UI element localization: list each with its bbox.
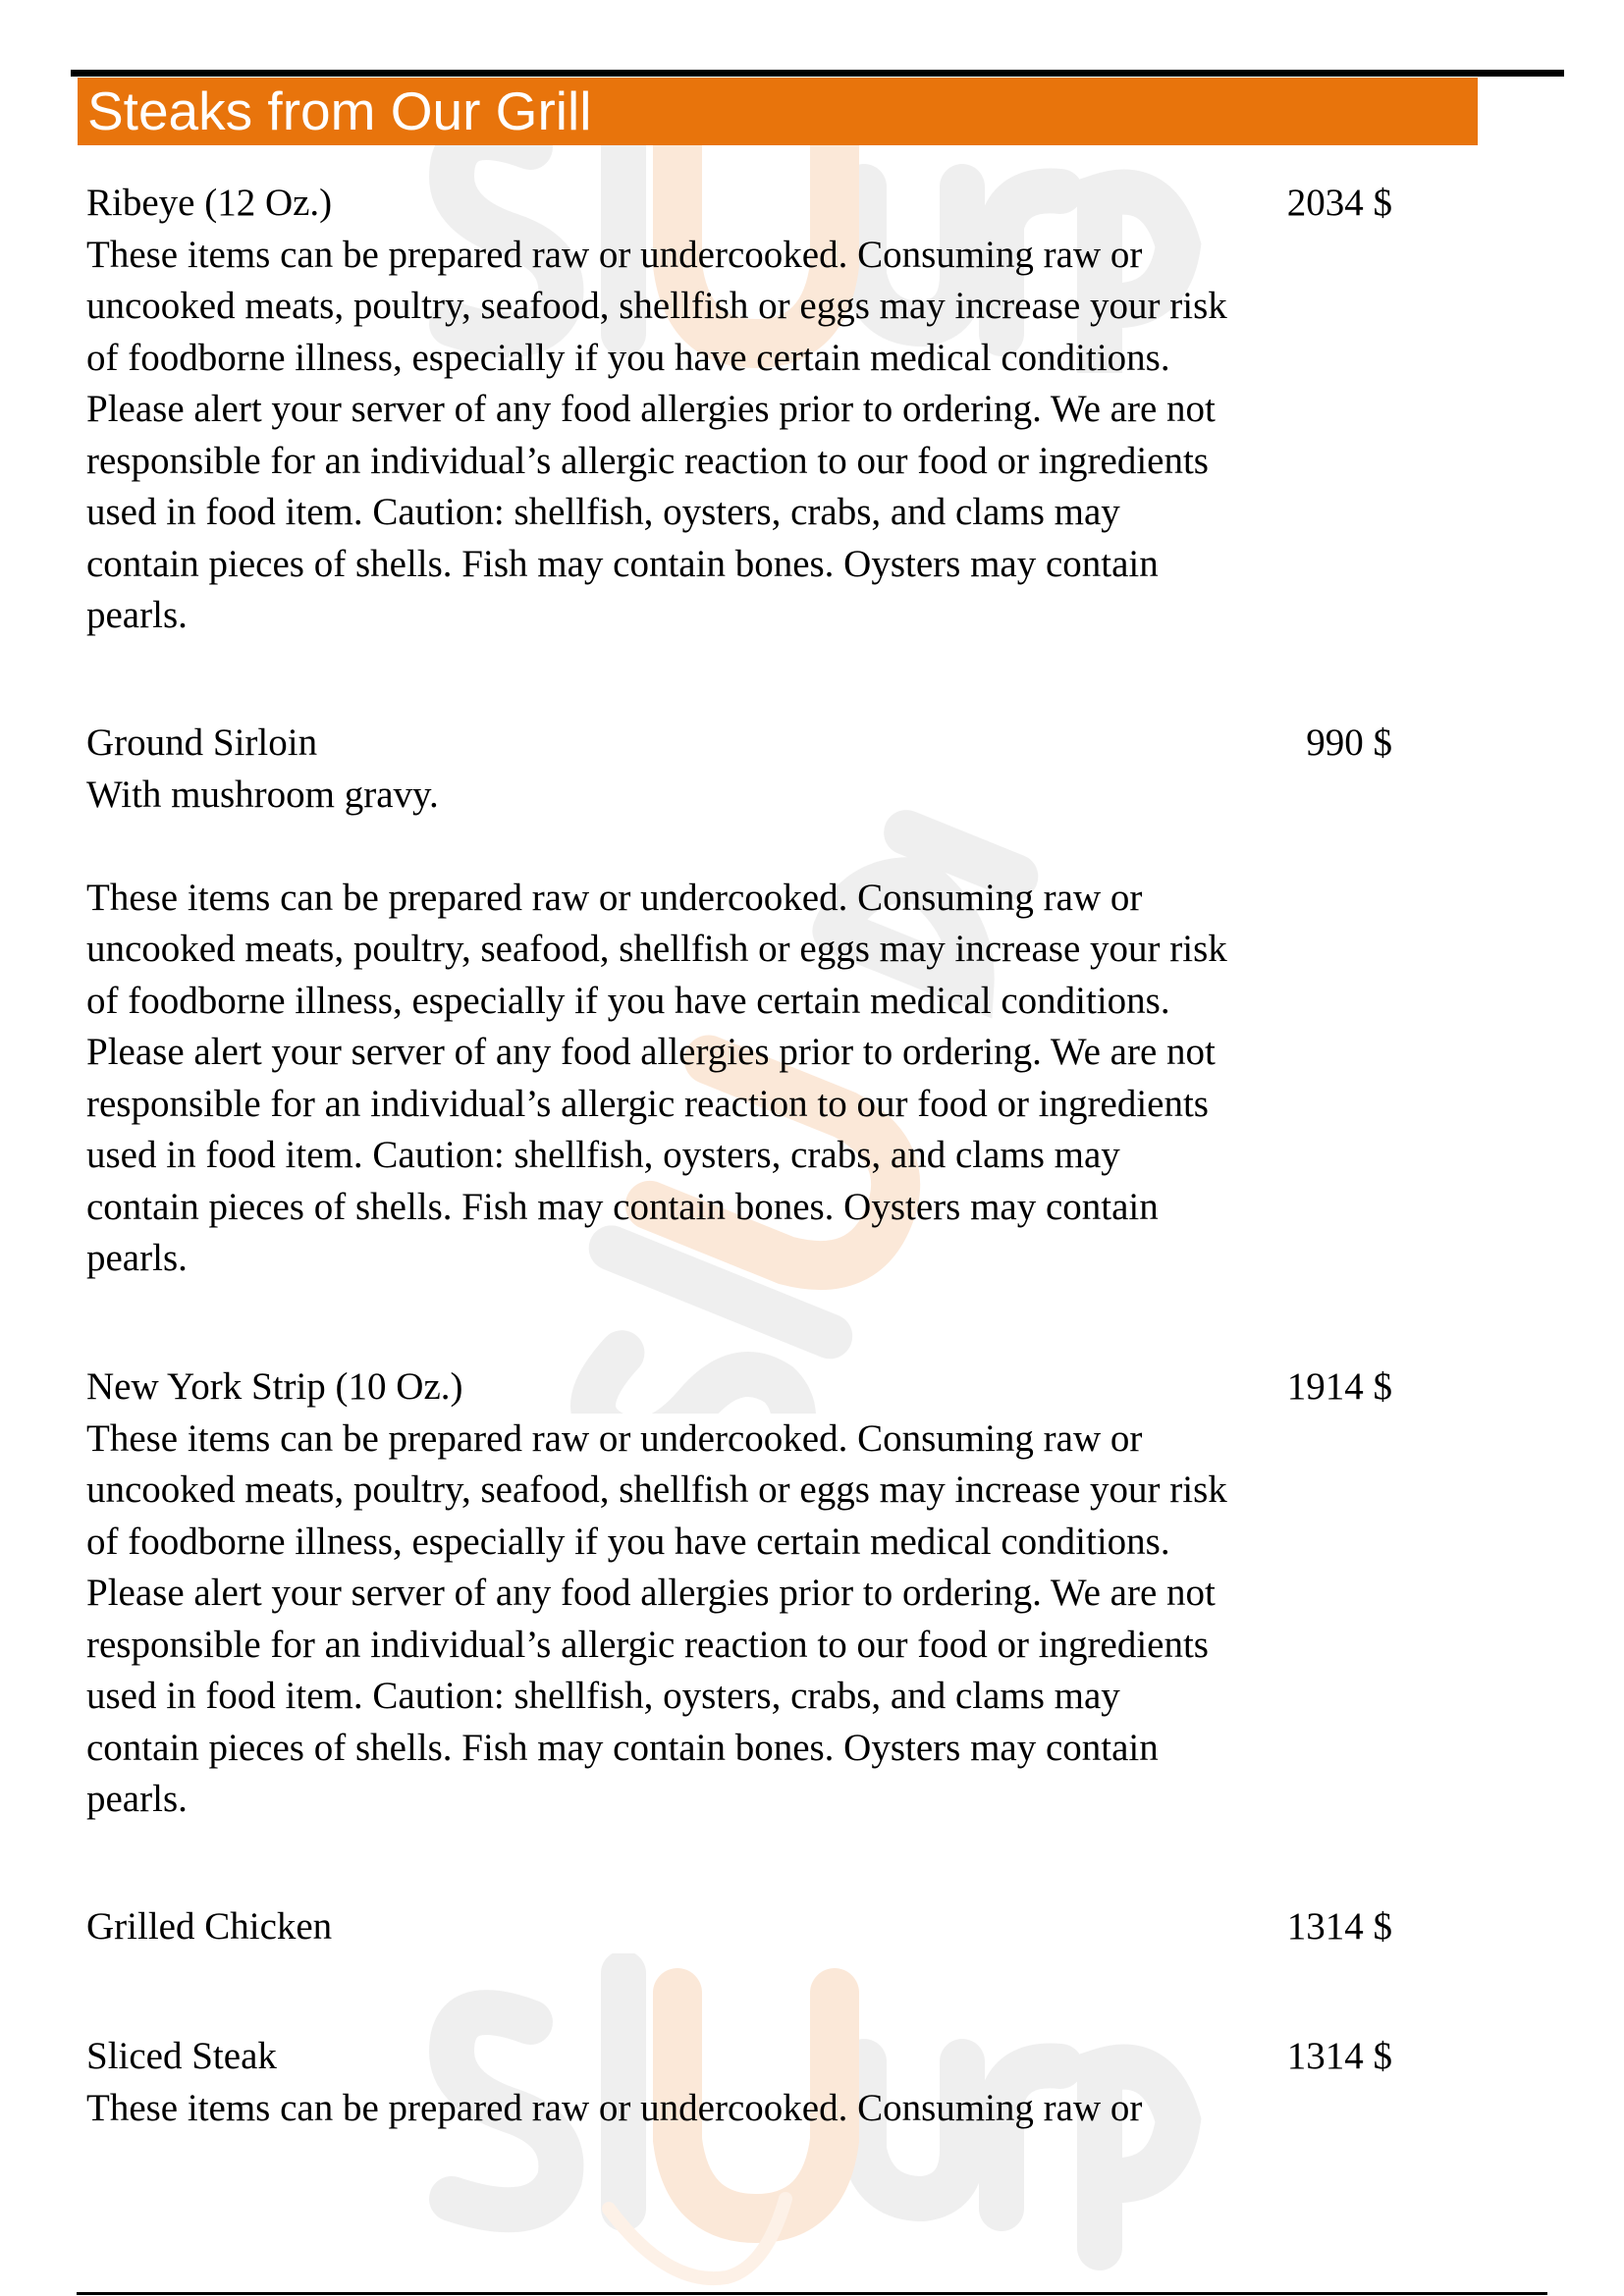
bottom-divider [77,2292,1547,2295]
item-name: Ribeye (12 Oz.) [86,182,333,224]
menu-item [86,718,1392,1285]
item-price: 1914 $ [1286,1365,1392,1408]
item-price: 1314 $ [1286,1905,1392,1948]
section-header [78,78,1478,145]
item-price: 1314 $ [1286,2035,1392,2077]
item-subtitle: With mushroom gravy. [86,773,439,816]
menu-item [86,178,1392,642]
item-name: Grilled Chicken [86,1905,333,1948]
item-name: New York Strip (10 Oz.) [86,1365,463,1408]
item-price: 2034 $ [1286,182,1392,224]
item-description: These items can be prepared raw or undercooked. Consuming raw or uncooked meats, poultry, seafood, shellfish or eggs may increase your risk of foodborne illness, especially if you have certain medical conditions. Please alert your server of any food allergies prior to ordering. We are not responsible for an individual’s allergic reaction to our food or ingredients used in food item. Caution: shellfish, oysters, crabs, and clams may contain pieces of shells. Fish may contain bones. Oysters may contain pearls. [86,1416,1227,1820]
menu-item [86,2031,1392,2134]
item-name: Ground Sirloin [86,721,318,764]
item-description: These items can be prepared raw or undercooked. Consuming raw or uncooked meats, poultry, seafood, shellfish or eggs may increase your risk of foodborne illness, especially if you have certain medical conditions. Please alert your server of any food allergies prior to ordering. We are not responsible for an individual’s allergic reaction to our food or ingredients used in food item. Caution: shellfish, oysters, crabs, and clams may contain pieces of shells. Fish may contain bones. Oysters may contain pearls. [86,876,1227,1279]
item-description: These items can be prepared raw or undercooked. Consuming raw or uncooked meats, poultry, seafood, shellfish or eggs may increase your risk of foodborne illness, especially if you have certain medical conditions. Please alert your server of any food allergies prior to ordering. We are not responsible for an individual’s allergic reaction to our food or ingredients used in food item. Caution: shellfish, oysters, crabs, and clams may contain pieces of shells. Fish may contain bones. Oysters may contain pearls. [86,233,1227,636]
menu-item [86,1362,1392,1826]
top-divider [71,70,1564,77]
section-title: Steaks from Our Grill [87,80,592,141]
item-name: Sliced Steak [86,2035,277,2077]
item-description: These items can be prepared raw or undercooked. Consuming raw or [86,2086,1143,2129]
menu-item [86,1901,1392,1953]
item-price: 990 $ [1306,721,1392,764]
